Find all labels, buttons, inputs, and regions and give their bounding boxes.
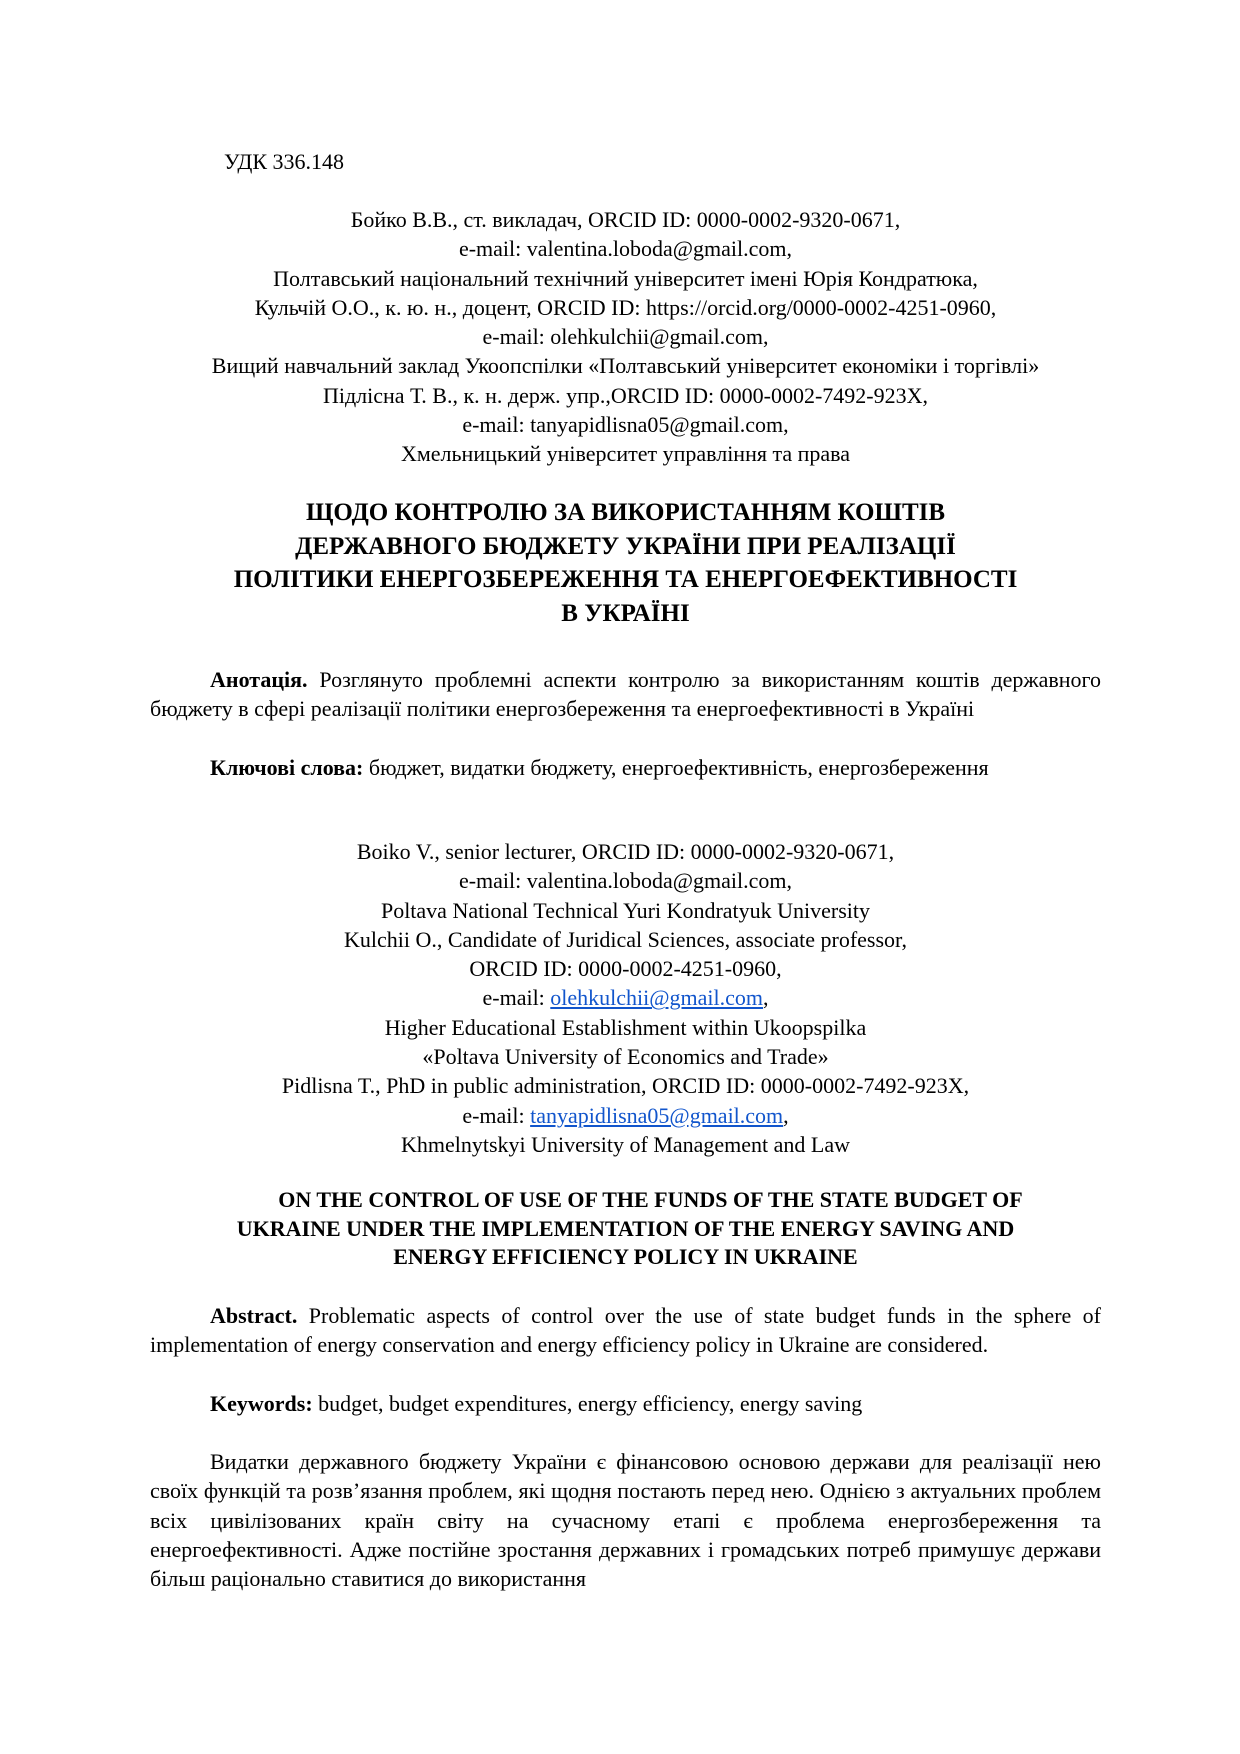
email-prefix: e-mail: — [462, 1102, 531, 1128]
keywords-text: budget, budget expenditures, energy efficiency, energy saving — [318, 1391, 863, 1416]
author-line: Полтавський національний технічний університет імені Юрія Кондратюка, — [273, 265, 978, 291]
keywords-label: Keywords: — [210, 1391, 313, 1416]
author-line: Higher Educational Establishment within Ukoopspilka — [384, 1014, 867, 1040]
author-line: Бойко В.В., ст. викладач, ORCID ID: 0000-0002-9320-0671, — [350, 207, 901, 232]
keywords-ua — [150, 753, 1101, 782]
author-line: Poltava National Technical Yuri Kondratyuk University — [380, 897, 871, 923]
title-line: В УКРАЇНІ — [561, 599, 690, 627]
email-link-kulchii[interactable]: olehkulchii@gmail.com — [550, 985, 764, 1011]
abstract-text: Problematic aspects of control over the use of state budget funds in the sphere of implementation of energy conservation and energy efficiency policy in Ukraine are considered. — [150, 1303, 1101, 1358]
title-line: UKRAINE UNDER THE IMPLEMENTATION OF THE ENERGY SAVING AND — [236, 1215, 1015, 1241]
title-line: ДЕРЖАВНОГО БЮДЖЕТУ УКРАЇНИ ПРИ РЕАЛІЗАЦІЇ — [295, 532, 956, 560]
abstract-en — [150, 1301, 1101, 1360]
abstract-ua — [150, 665, 1101, 724]
title-en — [150, 1186, 1101, 1272]
authors-ua — [150, 205, 1101, 469]
body-paragraph: Видатки державного бюджету України є фінансовою основою держави для реалізації нею своїх функцій та розв’язання проблем, які щодня постають перед нею. Однією з актуальних проблем всіх цивілізованих країн світу на сучасному етапі є проблема енергозбереження та енергоефективності. Адже постійне зростання державних і громадських потреб примушує держави більш раціонально ставитися до використання — [150, 1449, 1101, 1592]
author-line: Kulchii O., Candidate of Juridical Sciences, associate professor, — [343, 926, 907, 952]
comma: , — [763, 985, 769, 1011]
title-ua — [150, 496, 1101, 630]
author-line: ORCID ID: 0000-0002-4251-0960, — [469, 956, 782, 982]
email-link-pidlisna[interactable]: tanyapidlisna05@gmail.com — [530, 1102, 784, 1128]
title-line: ЩОДО КОНТРОЛЮ ЗА ВИКОРИСТАННЯМ КОШТІВ — [305, 499, 946, 526]
author-line: Pidlisna T., PhD in public administration, ORCID ID: 0000-0002-7492-923X, — [281, 1073, 970, 1099]
author-line: «Poltava University of Economics and Trade» — [422, 1044, 829, 1070]
author-line: e-mail: olehkulchii@gmail.com, — [482, 324, 769, 350]
udc-code: УДК 336.148 — [224, 149, 345, 174]
comma: , — [783, 1102, 789, 1128]
author-line: Хмельницький університет управління та права — [400, 441, 851, 467]
title-line: ON THE CONTROL OF USE OF THE FUNDS OF THE STATE BUDGET OF — [278, 1187, 1023, 1212]
author-line: Вищий навчальний заклад Укоопспілки «Полтавський університет економіки і торгівлі» — [211, 353, 1040, 379]
title-line: ENERGY EFFICIENCY POLICY IN UKRAINE — [393, 1244, 858, 1269]
author-line: e-mail: valentina.loboda@gmail.com, — [458, 236, 793, 262]
author-line: Підлісна Т. В., к. н. держ. упр.,ORCID ID: 0000-0002-7492-923X, — [322, 382, 929, 408]
abstract-text: Розглянуто проблемні аспекти контролю за використанням коштів державного бюджету в сфері реалізації політики енергозбереження та енергоефективності в Україні — [150, 667, 1102, 722]
title-line: ПОЛІТИКИ ЕНЕРГОЗБЕРЕЖЕННЯ ТА ЕНЕРГОЕФЕКТИВНОСТІ — [233, 566, 1018, 593]
email-prefix: e-mail: — [482, 985, 551, 1011]
author-line: e-mail: valentina.loboda@gmail.com, — [458, 868, 793, 894]
abstract-label: Abstract. — [210, 1303, 298, 1328]
keywords-text: бюджет, видатки бюджету, енергоефективність, енергозбереження — [368, 755, 989, 780]
author-line: Boiko V., senior lecturer, ORCID ID: 0000-0002-9320-0671, — [356, 839, 895, 864]
author-email-line — [150, 983, 1101, 1012]
author-email-line — [150, 1101, 1101, 1130]
author-line: Khmelnytskyi University of Management and Law — [400, 1131, 851, 1157]
author-line: Кульчій О.О., к. ю. н., доцент, ORCID ID: https://orcid.org/0000-0002-4251-0960, — [254, 294, 997, 320]
abstract-label: Анотація. — [210, 667, 308, 692]
author-line: e-mail: tanyapidlisna05@gmail.com, — [462, 412, 789, 438]
keywords-en — [150, 1389, 1101, 1418]
authors-en — [150, 837, 1101, 1159]
keywords-label: Ключові слова: — [210, 755, 364, 780]
